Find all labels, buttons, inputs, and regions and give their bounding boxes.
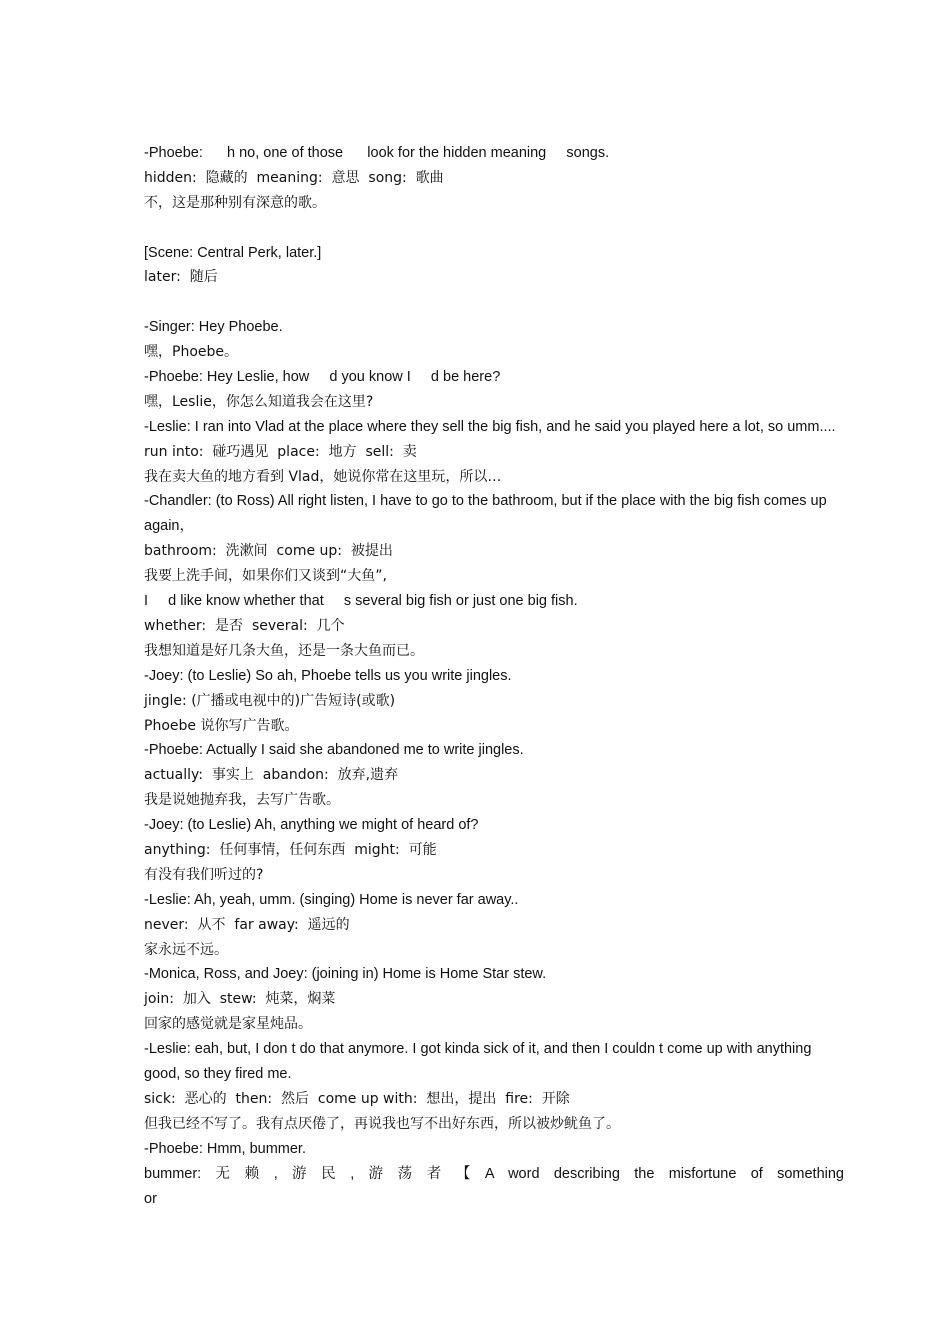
vocab-line: join: 加入 stew: 炖菜，焖菜 [144,991,336,1008]
translation-line: 不，这是那种别有深意的歌。 [144,194,326,211]
translation-line: 我在卖大鱼的地方看到 Vlad，她说你常在这里玩，所以… [144,468,502,485]
vocab-line: later: 随后 [144,269,218,286]
dialogue-line: -Phoebe: Hey Leslie, how d you know I d be here? [144,369,501,386]
scene-heading: [Scene: Central Perk, later.] [144,244,322,261]
dialogue-line: -Leslie: eah, but, I don t do that anymore. I got kinda sick of it, and then I couldn t come up with anything good, so they fired me. [144,1041,812,1083]
dialogue-line: I d like know whether that s several big fish or just one big fish. [144,593,578,610]
translation-line: 有没有我们听过的? [144,866,264,883]
translation-line: 嘿，Leslie，你怎么知道我会在这里? [144,393,374,410]
vocab-line: run into: 碰巧遇见 place: 地方 sell: 卖 [144,443,417,460]
dialogue-line: -Joey: (to Leslie) Ah, anything we might of heard of? [144,817,479,834]
dialogue-line: -Monica, Ross, and Joey: (joining in) Home is Home Star stew. [144,966,547,983]
translation-line: 回家的感觉就是家星炖品。 [144,1016,312,1033]
dialogue-line: -Chandler: (to Ross) All right listen, I have to go to the bathroom, but if the place with the big fish comes up again， [144,493,827,535]
translation-line: 我想知道是好几条大鱼，还是一条大鱼而已。 [144,642,424,659]
vocab-line: bummer: 无 赖 , 游 民 , 游 荡 者 【 A word describing the misfortune of something or [144,1165,844,1207]
blank-line [144,290,844,315]
vocab-line: sick: 恶心的 then: 然后 come up with: 想出，提出 fire: 开除 [144,1090,570,1107]
vocab-line: whether: 是否 several: 几个 [144,617,345,634]
dialogue-line: -Phoebe: Hmm, bummer. [144,1140,306,1157]
dialogue-line: -Phoebe: Actually I said she abandoned me to write jingles. [144,742,524,759]
vocab-line: bathroom: 洗漱间 come up: 被提出 [144,543,393,560]
blank-line [144,216,844,241]
translation-line: 家永远不远。 [144,941,228,958]
translation-line: 我是说她抛弃我，去写广告歌。 [144,792,340,809]
vocab-line: hidden: 隐藏的 meaning: 意思 song: 歌曲 [144,169,444,186]
vocab-line: actually: 事实上 abandon: 放弃,遗弃 [144,767,399,784]
vocab-line: jingle: (广播或电视中的)广告短诗(或歌) [144,692,396,709]
dialogue-line: -Leslie: I ran into Vlad at the place where they sell the big fish, and he said you played here a lot, so umm.... [144,418,836,435]
dialogue-line: -Joey: (to Leslie) So ah, Phoebe tells us you write jingles. [144,667,512,684]
dialogue-line: -Phoebe: h no, one of those look for the hidden meaning songs. [144,145,610,161]
dialogue-line: -Leslie: Ah, yeah, umm. (singing) Home is never far away.. [144,891,519,908]
document-body [144,141,844,1207]
vocab-line: anything: 任何事情，任何东西 might: 可能 [144,841,437,858]
vocab-line: never: 从不 far away: 遥远的 [144,916,350,933]
dialogue-line: -Singer: Hey Phoebe. [144,319,283,336]
translation-line: 但我已经不写了。我有点厌倦了，再说我也写不出好东西，所以被炒鱿鱼了。 [144,1115,620,1132]
translation-line: Phoebe 说你写广告歌。 [144,717,299,734]
translation-line: 我要上洗手间，如果你们又谈到“大鱼”, [144,568,387,585]
translation-line: 嘿，Phoebe。 [144,344,238,361]
